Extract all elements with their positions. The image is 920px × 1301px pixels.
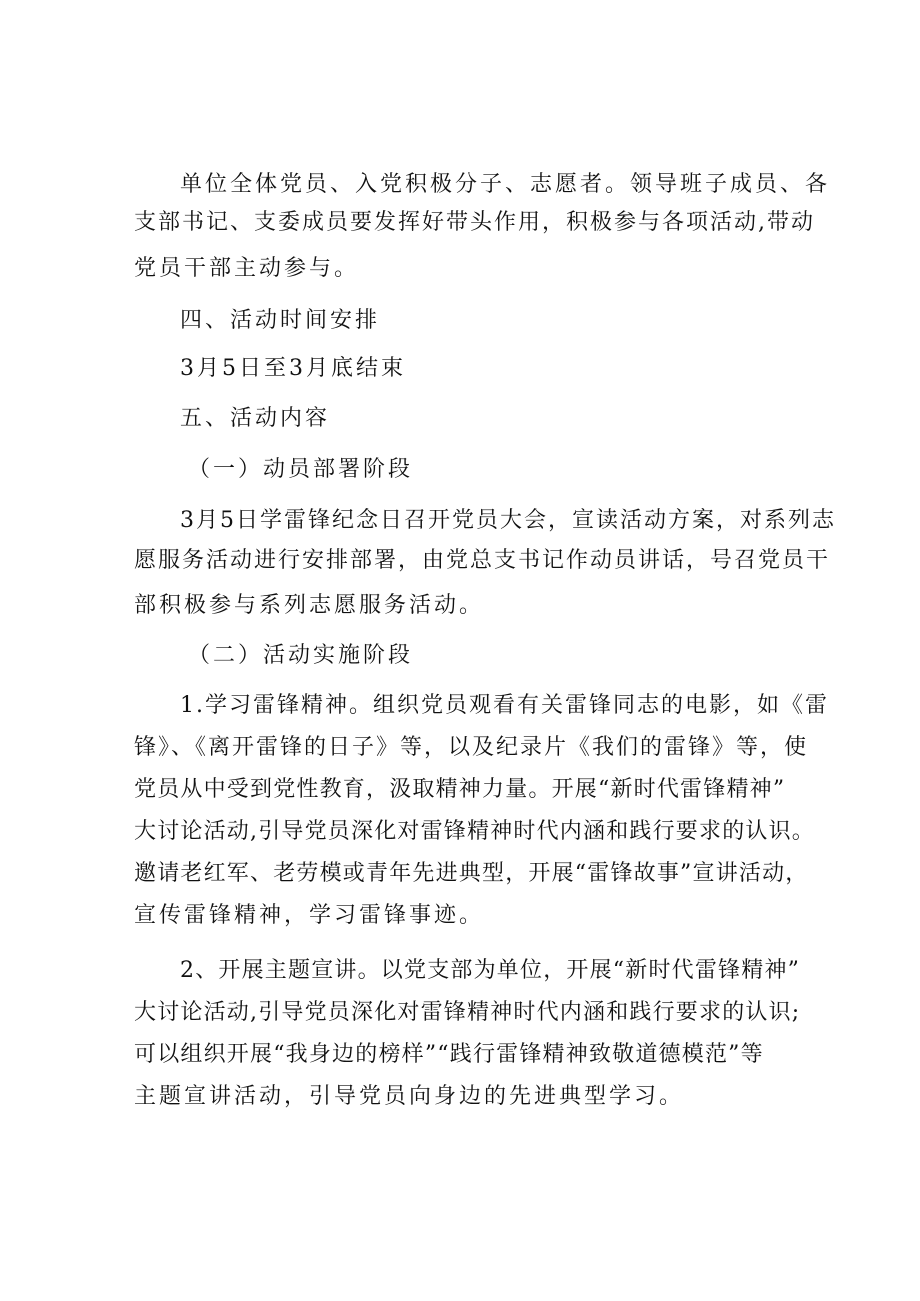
section-heading: 四、活动时间安排 <box>180 308 381 333</box>
paragraph-line: 部积极参与系列志愿服务活动。 <box>134 593 485 618</box>
paragraph-line: 邀请老红军、老劳模或青年先进典型，开展“雷锋故事”宣讲活动， <box>134 861 809 886</box>
paragraph-line: 主题宣讲活动，引导党员向身边的先进典型学习。 <box>134 1084 685 1109</box>
paragraph-line: 宣传雷锋精神，学习雷锋事迹。 <box>134 903 485 928</box>
paragraph-line: 1.学习雷锋精神。组织党员观看有关雷锋同志的电影，如《雷 <box>180 693 829 718</box>
paragraph-line: 党员干部主动参与。 <box>134 256 360 281</box>
paragraph-line: 大讨论活动,引导党员深化对雷锋精神时代内涵和践行要求的认识。 <box>134 819 815 844</box>
paragraph-line: 党员从中受到党性教育，汲取精神力量。开展“新时代雷锋精神” <box>134 777 786 802</box>
paragraph-line: 3月5日学雷锋纪念日召开党员大会，宣读活动方案，对系列志 <box>180 508 836 533</box>
paragraph-line: 可以组织开展“我身边的榜样”“践行雷锋精神致敬道德模范”等 <box>134 1042 764 1067</box>
paragraph-line: 单位全体党员、入党积极分子、志愿者。领导班子成员、各 <box>180 172 831 197</box>
paragraph-line: 2、开展主题宣讲。以党支部为单位，开展“新时代雷锋精神” <box>180 958 801 983</box>
paragraph-line: 大讨论活动,引导党员深化对雷锋精神时代内涵和践行要求的认识; <box>134 1000 801 1025</box>
paragraph-line: 愿服务活动进行安排部署，由党总支书记作动员讲话，号召党员干 <box>134 548 831 573</box>
subsection-heading: （一）动员部署阶段 <box>188 457 414 482</box>
paragraph-line: 支部书记、支委成员要发挥好带头作用，积极参与各项活动,带动 <box>134 210 815 235</box>
paragraph-line: 锋》、《离开雷锋的日子》等，以及纪录片《我们的雷锋》等，使 <box>134 735 809 760</box>
subsection-heading: （二）活动实施阶段 <box>188 643 414 668</box>
paragraph-line: 3月5日至3月底结束 <box>180 356 406 381</box>
section-heading: 五、活动内容 <box>180 406 331 431</box>
